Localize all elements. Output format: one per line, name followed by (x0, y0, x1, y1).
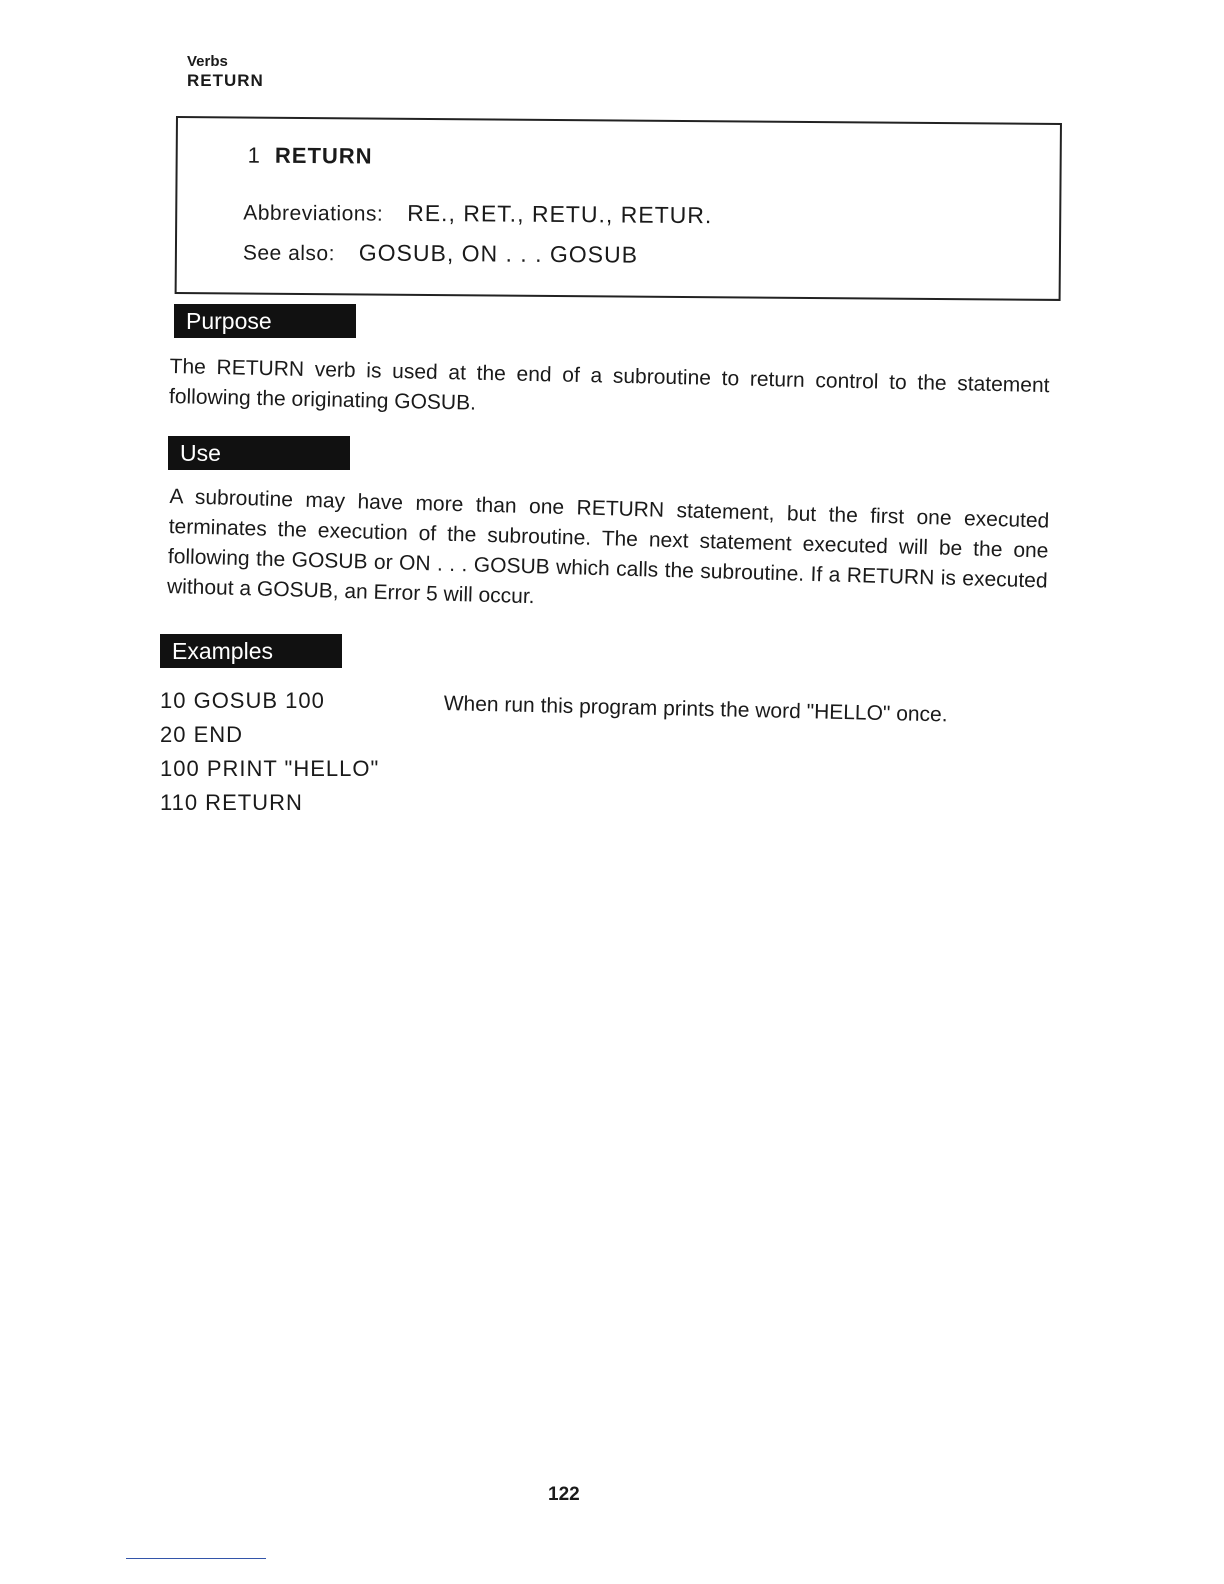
code-line: 110 RETURN (160, 790, 303, 815)
code-line: 100 PRINT "HELLO" (160, 756, 380, 781)
abbreviations-row (243, 199, 712, 230)
abbreviations-value: RE., RET., RETU., RETUR. (407, 199, 713, 229)
code-line: 20 END (160, 722, 244, 747)
purpose-heading: Purpose (174, 304, 356, 338)
page-number: 122 (548, 1484, 580, 1505)
verb-title (248, 143, 373, 170)
page-header (187, 52, 264, 90)
verb-number: 1 (247, 142, 262, 168)
section-label: Verbs (187, 53, 228, 70)
examples-heading: Examples (160, 634, 342, 668)
example-code (160, 684, 379, 820)
code-line: 10 GOSUB 100 (160, 688, 325, 713)
example-note: When run this program prints the word "HELLO" once. (443, 692, 948, 727)
use-heading: Use (168, 436, 350, 470)
purpose-text: The RETURN verb is used at the end of a subroutine to return control to the statement following the originating GOSUB. (168, 354, 1050, 415)
verb-name: RETURN (274, 142, 373, 169)
verb-heading: RETURN (187, 71, 264, 90)
see-also-label: See also: (242, 241, 336, 266)
see-also-row (243, 239, 638, 269)
use-text: A subroutine may have more than one RETURN statement, but the first one executed terminates the execution of the subroutine. The next statement executed will be the one following the GOSUB or ON . . . GOSUB which calls the subroutine. If a RETURN is executed without a GOSUB, an Error 5 will occur. (166, 484, 1050, 609)
footer-rule (126, 1558, 266, 1559)
verb-info-box (175, 116, 1062, 301)
abbreviations-label: Abbreviations: (243, 201, 384, 226)
see-also-value: GOSUB, ON . . . GOSUB (358, 239, 639, 268)
